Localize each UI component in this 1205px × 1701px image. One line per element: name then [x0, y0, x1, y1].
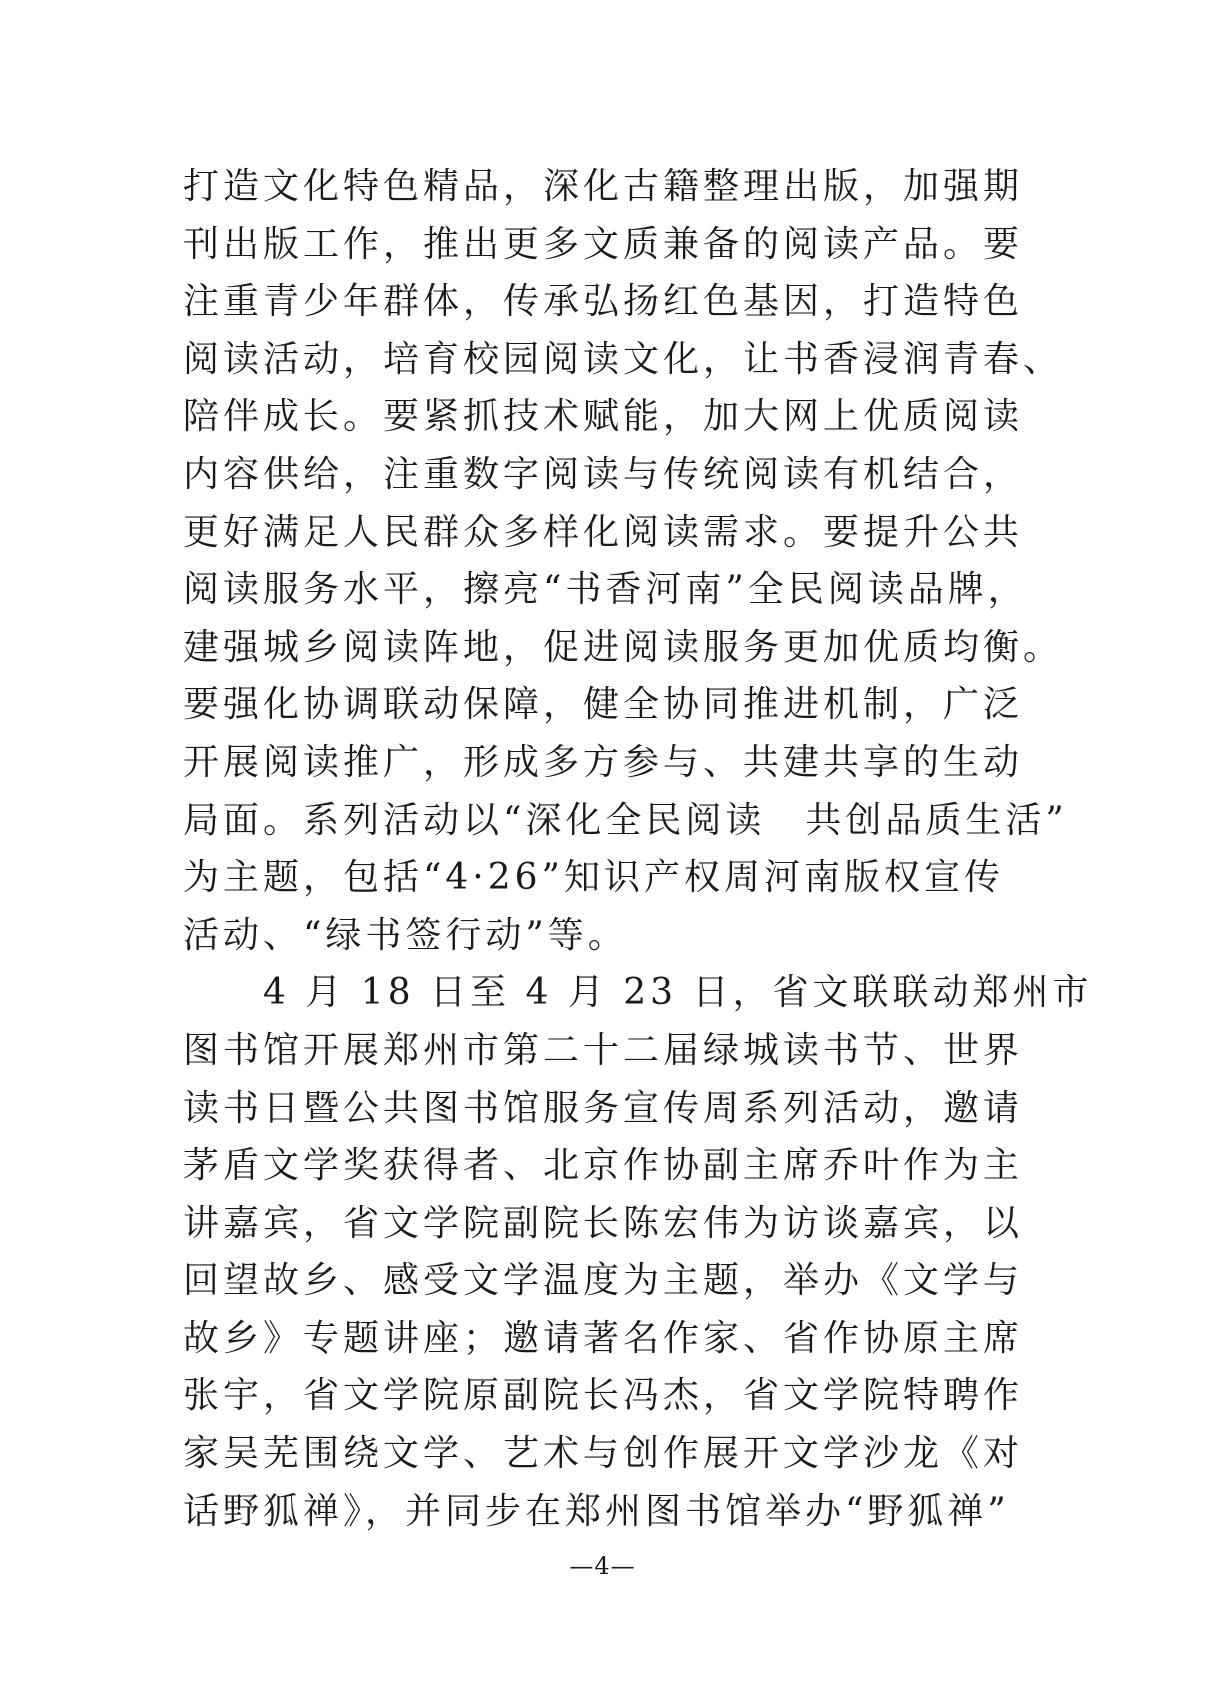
text-line: 家吴芜围绕文学、艺术与创作展开文学沙龙《对	[183, 1433, 1024, 1475]
text-line: 故乡》专题讲座；邀请著名作家、省作协原主席	[183, 1317, 1024, 1359]
text-line: 为主题，包括“4·26”知识产权周河南版权宣传	[183, 857, 1004, 899]
text-line: 张宇，省文学院原副院长冯杰，省文学院特聘作	[183, 1375, 1024, 1417]
text-line: 打造文化特色精品，深化古籍整理出版，加强期	[183, 166, 1024, 207]
text-line: 讲嘉宾，省文学院副院长陈宏伟为访谈嘉宾，以	[183, 1202, 1024, 1244]
text-line: 注重青少年群体，传承弘扬红色基因，打造特色	[183, 281, 1024, 323]
text-line: 图书馆开展郑州市第二十二届绿城读书节、世界	[183, 1029, 1024, 1071]
text-line: 开展阅读推广，形成多方参与、共建共享的生动	[183, 741, 1024, 783]
text-line: 读书日暨公共图书馆服务宣传周系列活动，邀请	[183, 1087, 1024, 1129]
text-line: 刊出版工作，推出更多文质兼备的阅读产品。要	[183, 223, 1024, 265]
text-line: 陪伴成长。要紧抓技术赋能，加大网上优质阅读	[183, 396, 1024, 438]
text-line: 要强化协调联动保障，健全协同推进机制，广泛	[183, 684, 1024, 726]
text-line: 内容供给，注重数字阅读与传统阅读有机结合，	[183, 453, 1024, 495]
page-number: —4—	[569, 1552, 636, 1580]
text-line: 茅盾文学奖获得者、北京作协副主席乔叶作为主	[183, 1145, 1024, 1187]
body-text	[183, 158, 1093, 1540]
text-line: 阅读活动，培育校园阅读文化，让书香浸润青春、	[183, 338, 1064, 380]
text-line: 话野狐禅》，并同步在郑州图书馆举办“野狐禅”	[183, 1490, 1010, 1532]
text-line: 建强城乡阅读阵地，促进阅读服务更加优质均衡。	[183, 626, 1064, 668]
text-line: 活动、“绿书签行动”等。	[183, 914, 628, 956]
text-line: 更好满足人民群众多样化阅读需求。要提升公共	[183, 511, 1024, 553]
text-line: 局面。系列活动以“深化全民阅读 共创品质生活”	[183, 799, 1068, 841]
text-line: 阅读服务水平，擦亮“书香河南”全民阅读品牌，	[183, 569, 1028, 611]
text-line: 4 月 18 日至 4 月 23 日，省文联联动郑州市	[263, 972, 1093, 1014]
text-line: 回望故乡、感受文学温度为主题，举办《文学与	[183, 1260, 1024, 1302]
